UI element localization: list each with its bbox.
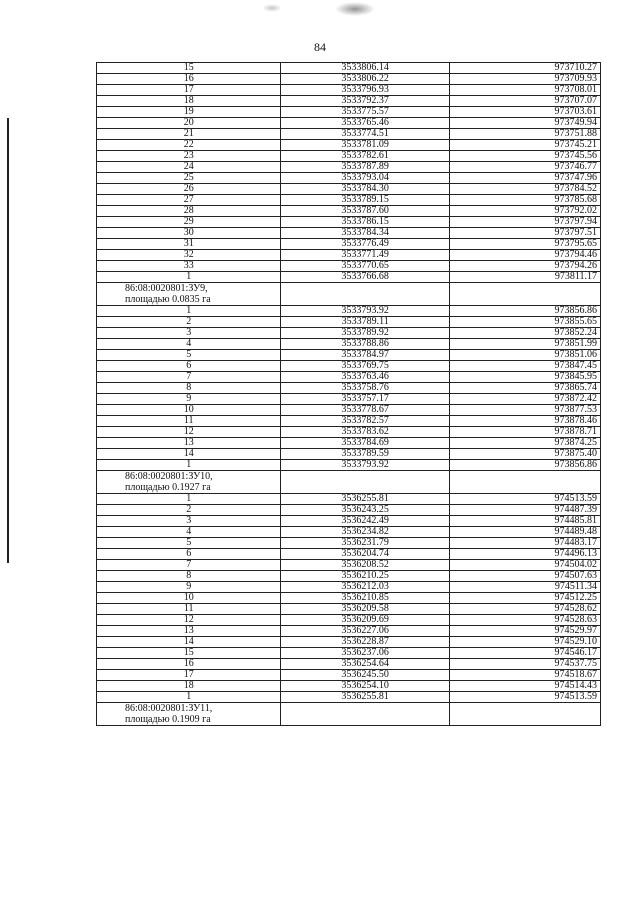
x-coordinate-cell: 3536209.69	[281, 615, 450, 626]
plot-area: площадью 0.1909 га	[125, 714, 211, 725]
point-number-cell: 3	[97, 328, 281, 339]
coordinates-table	[96, 62, 601, 726]
point-number-cell: 2	[97, 317, 281, 328]
point-number-cell: 1	[97, 272, 281, 283]
y-coordinate-cell: 973707.07	[449, 96, 600, 107]
y-coordinate-cell: 973855.65	[449, 317, 600, 328]
point-number-cell: 7	[97, 560, 281, 571]
table-row	[97, 328, 601, 339]
x-coordinate-cell: 3533763.46	[281, 372, 450, 383]
point-number-cell: 19	[97, 107, 281, 118]
table-row	[97, 394, 601, 405]
y-coordinate-cell: 974513.59	[449, 692, 600, 703]
table-row	[97, 460, 601, 471]
point-number-cell: 16	[97, 74, 281, 85]
x-coordinate-cell: 3533793.92	[281, 460, 450, 471]
point-number-cell: 9	[97, 582, 281, 593]
point-number-cell: 14	[97, 637, 281, 648]
x-coordinate-cell: 3533775.57	[281, 107, 450, 118]
x-coordinate-cell: 3536210.85	[281, 593, 450, 604]
y-coordinate-cell: 973794.46	[449, 250, 600, 261]
y-coordinate-cell: 973865.74	[449, 383, 600, 394]
y-coordinate-cell: 973709.93	[449, 74, 600, 85]
y-coordinate-cell: 973872.42	[449, 394, 600, 405]
y-coordinate-cell: 973811.17	[449, 272, 600, 283]
x-coordinate-cell: 3533787.89	[281, 162, 450, 173]
table-row	[97, 261, 601, 272]
x-coordinate-cell: 3536231.79	[281, 538, 450, 549]
x-coordinate-cell: 3533784.69	[281, 438, 450, 449]
x-coordinate-cell: 3533783.62	[281, 427, 450, 438]
x-coordinate-cell: 3536234.82	[281, 527, 450, 538]
y-coordinate-cell: 974528.63	[449, 615, 600, 626]
x-coordinate-cell: 3533786.15	[281, 217, 450, 228]
point-number-cell: 11	[97, 416, 281, 427]
table-row	[97, 239, 601, 250]
empty-cell	[449, 283, 600, 306]
x-coordinate-cell: 3536208.52	[281, 560, 450, 571]
table-row	[97, 140, 601, 151]
point-number-cell: 22	[97, 140, 281, 151]
y-coordinate-cell: 973745.56	[449, 151, 600, 162]
x-coordinate-cell: 3533793.92	[281, 306, 450, 317]
empty-cell	[281, 703, 450, 726]
point-number-cell: 5	[97, 538, 281, 549]
y-coordinate-cell: 973797.94	[449, 217, 600, 228]
y-coordinate-cell: 974513.59	[449, 494, 600, 505]
point-number-cell: 5	[97, 350, 281, 361]
x-coordinate-cell: 3533784.30	[281, 184, 450, 195]
x-coordinate-cell: 3533776.49	[281, 239, 450, 250]
y-coordinate-cell: 973878.71	[449, 427, 600, 438]
table-row	[97, 272, 601, 283]
y-coordinate-cell: 974512.25	[449, 593, 600, 604]
point-number-cell: 17	[97, 670, 281, 681]
y-coordinate-cell: 973852.24	[449, 328, 600, 339]
point-number-cell: 24	[97, 162, 281, 173]
point-number-cell: 20	[97, 118, 281, 129]
table-row	[97, 250, 601, 261]
y-coordinate-cell: 974529.10	[449, 637, 600, 648]
y-coordinate-cell: 974483.17	[449, 538, 600, 549]
y-coordinate-cell: 973749.94	[449, 118, 600, 129]
y-coordinate-cell: 973784.52	[449, 184, 600, 195]
point-number-cell: 18	[97, 96, 281, 107]
y-coordinate-cell: 973710.27	[449, 63, 600, 74]
page-number: 84	[314, 40, 326, 54]
table-row	[97, 372, 601, 383]
point-number-cell: 13	[97, 626, 281, 637]
y-coordinate-cell: 973856.86	[449, 306, 600, 317]
x-coordinate-cell: 3536255.81	[281, 692, 450, 703]
x-coordinate-cell: 3533806.14	[281, 63, 450, 74]
table-row	[97, 681, 601, 692]
y-coordinate-cell: 973785.68	[449, 195, 600, 206]
x-coordinate-cell: 3533789.59	[281, 449, 450, 460]
table-row	[97, 306, 601, 317]
table-row	[97, 670, 601, 681]
point-number-cell: 1	[97, 692, 281, 703]
empty-cell	[281, 283, 450, 306]
table-row	[97, 615, 601, 626]
x-coordinate-cell: 3536210.25	[281, 571, 450, 582]
x-coordinate-cell: 3533784.34	[281, 228, 450, 239]
plot-cadastral-id: 86:08:0020801:ЗУ9,	[125, 283, 208, 294]
x-coordinate-cell: 3536254.64	[281, 659, 450, 670]
point-number-cell: 4	[97, 527, 281, 538]
table-row	[97, 85, 601, 96]
y-coordinate-cell: 973751.88	[449, 129, 600, 140]
y-coordinate-cell: 974504.02	[449, 560, 600, 571]
x-coordinate-cell: 3533781.09	[281, 140, 450, 151]
point-number-cell: 18	[97, 681, 281, 692]
margin-binding-line	[7, 118, 9, 563]
table-row	[97, 692, 601, 703]
point-number-cell: 32	[97, 250, 281, 261]
point-number-cell: 6	[97, 549, 281, 560]
y-coordinate-cell: 973878.46	[449, 416, 600, 427]
table-row	[97, 516, 601, 527]
point-number-cell: 10	[97, 593, 281, 604]
plot-area: площадью 0.1927 га	[125, 482, 211, 493]
table-row	[97, 173, 601, 184]
plot-id-cell	[97, 703, 281, 726]
point-number-cell: 27	[97, 195, 281, 206]
plot-cadastral-id: 86:08:0020801:ЗУ10,	[125, 471, 213, 482]
y-coordinate-cell: 973745.21	[449, 140, 600, 151]
plot-area: площадью 0.0835 га	[125, 294, 211, 305]
y-coordinate-cell: 973794.26	[449, 261, 600, 272]
x-coordinate-cell: 3533757.17	[281, 394, 450, 405]
x-coordinate-cell: 3533769.75	[281, 361, 450, 372]
plot-id-cell	[97, 471, 281, 494]
scan-artifact	[262, 4, 282, 12]
point-number-cell: 1	[97, 460, 281, 471]
point-number-cell: 10	[97, 405, 281, 416]
y-coordinate-cell: 973747.96	[449, 173, 600, 184]
y-coordinate-cell: 973851.99	[449, 339, 600, 350]
point-number-cell: 26	[97, 184, 281, 195]
table-row	[97, 217, 601, 228]
table-row	[97, 637, 601, 648]
x-coordinate-cell: 3533778.67	[281, 405, 450, 416]
y-coordinate-cell: 974487.39	[449, 505, 600, 516]
point-number-cell: 28	[97, 206, 281, 217]
table-row	[97, 206, 601, 217]
point-number-cell: 15	[97, 63, 281, 74]
x-coordinate-cell: 3536243.25	[281, 505, 450, 516]
y-coordinate-cell: 973845.95	[449, 372, 600, 383]
scan-artifact	[335, 2, 375, 16]
table-row	[97, 129, 601, 140]
y-coordinate-cell: 973792.02	[449, 206, 600, 217]
y-coordinate-cell: 973851.06	[449, 350, 600, 361]
table-row	[97, 560, 601, 571]
x-coordinate-cell: 3536227.06	[281, 626, 450, 637]
x-coordinate-cell: 3533758.76	[281, 383, 450, 394]
x-coordinate-cell: 3533782.57	[281, 416, 450, 427]
x-coordinate-cell: 3536245.50	[281, 670, 450, 681]
plot-header-row	[97, 703, 601, 726]
point-number-cell: 25	[97, 173, 281, 184]
table-row	[97, 659, 601, 670]
y-coordinate-cell: 974496.13	[449, 549, 600, 560]
table-row	[97, 449, 601, 460]
y-coordinate-cell: 974546.17	[449, 648, 600, 659]
table-row	[97, 63, 601, 74]
point-number-cell: 9	[97, 394, 281, 405]
x-coordinate-cell: 3536212.03	[281, 582, 450, 593]
table-row	[97, 228, 601, 239]
table-row	[97, 317, 601, 328]
table-row	[97, 604, 601, 615]
point-number-cell: 13	[97, 438, 281, 449]
point-number-cell: 11	[97, 604, 281, 615]
table-row	[97, 383, 601, 394]
point-number-cell: 6	[97, 361, 281, 372]
y-coordinate-cell: 973708.01	[449, 85, 600, 96]
point-number-cell: 23	[97, 151, 281, 162]
point-number-cell: 14	[97, 449, 281, 460]
y-coordinate-cell: 973874.25	[449, 438, 600, 449]
plot-id-cell	[97, 283, 281, 306]
point-number-cell: 1	[97, 306, 281, 317]
point-number-cell: 16	[97, 659, 281, 670]
x-coordinate-cell: 3536204.74	[281, 549, 450, 560]
table-row	[97, 427, 601, 438]
table-row	[97, 582, 601, 593]
point-number-cell: 2	[97, 505, 281, 516]
x-coordinate-cell: 3533788.86	[281, 339, 450, 350]
x-coordinate-cell: 3536254.10	[281, 681, 450, 692]
x-coordinate-cell: 3533784.97	[281, 350, 450, 361]
point-number-cell: 17	[97, 85, 281, 96]
x-coordinate-cell: 3533787.60	[281, 206, 450, 217]
point-number-cell: 33	[97, 261, 281, 272]
x-coordinate-cell: 3533766.68	[281, 272, 450, 283]
table-row	[97, 626, 601, 637]
point-number-cell: 8	[97, 571, 281, 582]
x-coordinate-cell: 3536209.58	[281, 604, 450, 615]
point-number-cell: 4	[97, 339, 281, 350]
y-coordinate-cell: 974518.67	[449, 670, 600, 681]
y-coordinate-cell: 973877.53	[449, 405, 600, 416]
table-row	[97, 96, 601, 107]
x-coordinate-cell: 3533792.37	[281, 96, 450, 107]
y-coordinate-cell: 973856.86	[449, 460, 600, 471]
point-number-cell: 29	[97, 217, 281, 228]
table-row	[97, 184, 601, 195]
table-row	[97, 494, 601, 505]
y-coordinate-cell: 973746.77	[449, 162, 600, 173]
plot-header-row	[97, 283, 601, 306]
table-row	[97, 505, 601, 516]
table-row	[97, 195, 601, 206]
point-number-cell: 31	[97, 239, 281, 250]
y-coordinate-cell: 973847.45	[449, 361, 600, 372]
y-coordinate-cell: 973875.40	[449, 449, 600, 460]
x-coordinate-cell: 3533806.22	[281, 74, 450, 85]
y-coordinate-cell: 974507.63	[449, 571, 600, 582]
x-coordinate-cell: 3536255.81	[281, 494, 450, 505]
x-coordinate-cell: 3536237.06	[281, 648, 450, 659]
table-row	[97, 151, 601, 162]
empty-cell	[449, 471, 600, 494]
x-coordinate-cell: 3533789.11	[281, 317, 450, 328]
table-row	[97, 361, 601, 372]
point-number-cell: 12	[97, 427, 281, 438]
table-row	[97, 571, 601, 582]
x-coordinate-cell: 3536228.87	[281, 637, 450, 648]
x-coordinate-cell: 3536242.49	[281, 516, 450, 527]
x-coordinate-cell: 3533771.49	[281, 250, 450, 261]
table-row	[97, 339, 601, 350]
table-row	[97, 648, 601, 659]
table-row	[97, 527, 601, 538]
y-coordinate-cell: 974537.75	[449, 659, 600, 670]
empty-cell	[449, 703, 600, 726]
table-row	[97, 549, 601, 560]
plot-header-row	[97, 471, 601, 494]
y-coordinate-cell: 974511.34	[449, 582, 600, 593]
y-coordinate-cell: 974514.43	[449, 681, 600, 692]
empty-cell	[281, 471, 450, 494]
x-coordinate-cell: 3533789.15	[281, 195, 450, 206]
x-coordinate-cell: 3533782.61	[281, 151, 450, 162]
point-number-cell: 21	[97, 129, 281, 140]
point-number-cell: 1	[97, 494, 281, 505]
table-row	[97, 118, 601, 129]
x-coordinate-cell: 3533770.65	[281, 261, 450, 272]
x-coordinate-cell: 3533789.92	[281, 328, 450, 339]
y-coordinate-cell: 974529.97	[449, 626, 600, 637]
table-row	[97, 405, 601, 416]
x-coordinate-cell: 3533765.46	[281, 118, 450, 129]
table-row	[97, 350, 601, 361]
y-coordinate-cell: 974489.48	[449, 527, 600, 538]
table-row	[97, 538, 601, 549]
table-row	[97, 593, 601, 604]
y-coordinate-cell: 974528.62	[449, 604, 600, 615]
table-row	[97, 107, 601, 118]
x-coordinate-cell: 3533796.93	[281, 85, 450, 96]
point-number-cell: 15	[97, 648, 281, 659]
point-number-cell: 7	[97, 372, 281, 383]
y-coordinate-cell: 973797.51	[449, 228, 600, 239]
y-coordinate-cell: 973703.61	[449, 107, 600, 118]
table-row	[97, 416, 601, 427]
x-coordinate-cell: 3533774.51	[281, 129, 450, 140]
plot-cadastral-id: 86:08:0020801:ЗУ11,	[125, 703, 213, 714]
y-coordinate-cell: 974485.81	[449, 516, 600, 527]
table-row	[97, 438, 601, 449]
y-coordinate-cell: 973795.65	[449, 239, 600, 250]
point-number-cell: 8	[97, 383, 281, 394]
table-row	[97, 74, 601, 85]
point-number-cell: 3	[97, 516, 281, 527]
table-row	[97, 162, 601, 173]
point-number-cell: 12	[97, 615, 281, 626]
x-coordinate-cell: 3533793.04	[281, 173, 450, 184]
point-number-cell: 30	[97, 228, 281, 239]
